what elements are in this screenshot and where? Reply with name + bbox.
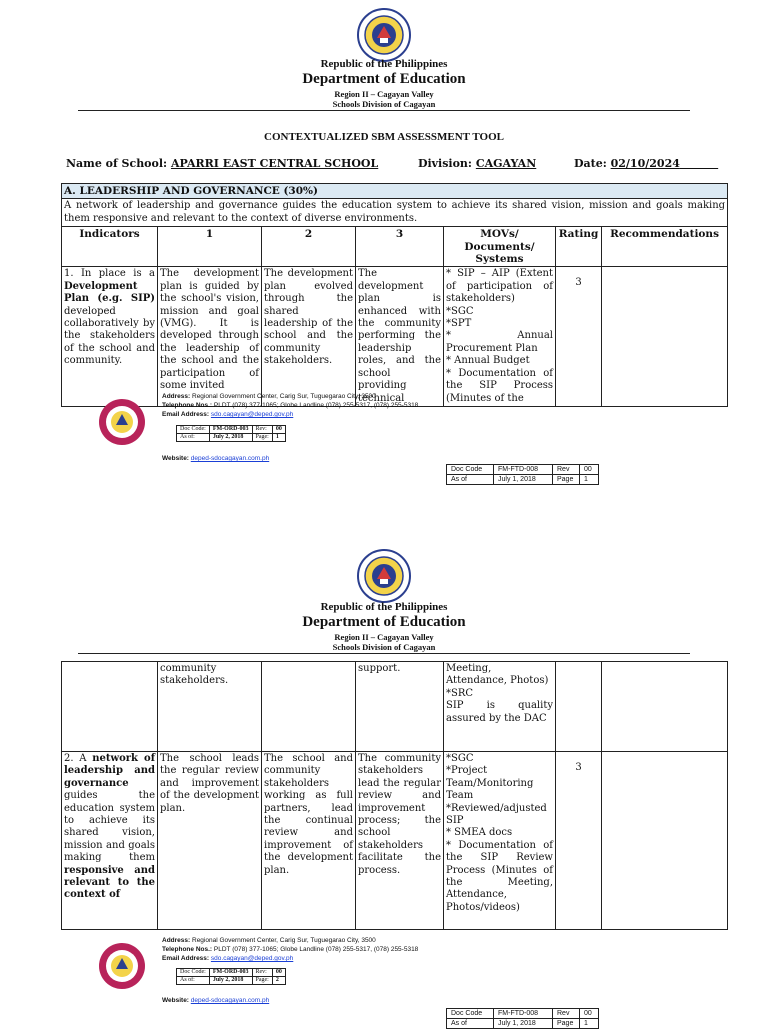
website-line-page2: Website: deped-sdocagayan.com.ph	[162, 997, 270, 1004]
mini-doc-table-page2: Doc Code: FM-ORD-003 Rev: 00 As of: July 2, 2018 Page: 2	[176, 968, 286, 985]
republic-line: Republic of the Philippines	[320, 58, 448, 70]
section-title: A. LEADERSHIP AND GOVERNANCE (30%)	[62, 184, 728, 199]
header-rule	[78, 653, 690, 654]
row2-level2: The school and community stakeholders working as full partners, lead the continual review and improvement of the development plan.	[262, 752, 356, 930]
department-title: Department of Education	[302, 614, 466, 630]
col-rating: Rating	[556, 227, 602, 267]
row2-level1: The school leads the regular review and improvement of the development plan.	[158, 752, 262, 930]
col-3: 3	[356, 227, 444, 267]
col-2: 2	[262, 227, 356, 267]
section-description: A network of leadership and governance guides the education system to achieve its shared vision, mission and goals making them responsive and relevant to the context of diverse environments.	[62, 199, 728, 227]
website-line-page1: Website: deped-sdocagayan.com.ph	[162, 455, 270, 462]
row1-cont-recommendations	[602, 662, 728, 752]
footer-contact-page2: Address: Regional Government Center, Carig Sur, Tuguegarao City, 3500 Telephone Nos.: PLDT (078) 377-1065; Globe Landline (078) 255-5317, (078) 255-5318 Email Address: sdo.cagayan@deped.gov.ph	[162, 937, 419, 962]
division-logo-icon	[98, 398, 146, 446]
division-line: Schools Division of Cagayan	[332, 642, 436, 652]
doc-code-table-page1: Doc Code FM-FTD-008 Rev 00 As of July 1, 2018 Page 1	[446, 464, 599, 485]
school-label: Name of School:	[66, 157, 168, 170]
row1-level1: The development plan is guided by the school's vision, mission and goal (VMG). It is developed through the leadership of the school and the participation of some invited	[158, 267, 262, 406]
date-label: Date:	[573, 157, 607, 170]
date-value: 02/10/2024	[610, 157, 680, 170]
col-indicators: Indicators	[62, 227, 158, 267]
division-line: Schools Division of Cagayan	[332, 99, 436, 109]
division-label: Division:	[417, 157, 472, 170]
row1-cont-movs: Meeting, Attendance, Photos) *SRC SIP is quality assured by the DAC	[444, 662, 556, 752]
department-title: Department of Education	[302, 71, 466, 87]
deped-seal-icon	[357, 549, 411, 603]
email-link[interactable]: sdo.cagayan@deped.gov.ph	[210, 955, 294, 962]
region-line: Region II – Cagayan Valley	[334, 632, 434, 642]
republic-line: Republic of the Philippines	[320, 601, 448, 613]
row1-cont-level2	[262, 662, 356, 752]
website-link[interactable]: deped-sdocagayan.com.ph	[190, 997, 270, 1004]
row1-level2: The development plan evolved through the shared leadership of the school and the community stakeholders.	[262, 267, 356, 406]
row1-indicator: 1. In place is a Development Plan (e.g. SIP) developed collaboratively by the stakeholders of the school and community.	[62, 267, 158, 406]
row2-recommendations	[602, 752, 728, 930]
row1-cont-level3: support.	[356, 662, 444, 752]
division-value: CAGAYAN	[475, 157, 537, 170]
row2-rating: 3	[556, 752, 602, 930]
doc-code-table-page2: Doc Code FM-FTD-008 Rev 00 As of July 1, 2018 Page 1	[446, 1008, 599, 1029]
footer-contact-page1: Address: Regional Government Center, Carig Sur, Tuguegarao City, 3500 Telephone Nos.: PLDT (078) 377-1065; Globe Landline (078) 255-5317, (078) 255-5318 Email Address: sdo.cagayan@deped.gov.ph	[162, 393, 419, 418]
region-line: Region II – Cagayan Valley	[334, 89, 434, 99]
header-rule	[78, 110, 690, 111]
assessment-table-page2	[61, 661, 728, 930]
col-1: 1	[158, 227, 262, 267]
deped-seal-icon	[357, 8, 411, 62]
row1-rating: 3	[556, 267, 602, 406]
website-link[interactable]: deped-sdocagayan.com.ph	[190, 455, 270, 462]
school-info-line	[66, 157, 718, 170]
row1-recommendations	[602, 267, 728, 406]
row1-cont-rating	[556, 662, 602, 752]
col-movs: MOVs/ Documents/ Systems	[444, 227, 556, 267]
row2-indicator: 2. A network of leadership and governance guides the education system to achieve its shared vision, mission and goals making them responsive and relevant to the context of	[62, 752, 158, 930]
email-link[interactable]: sdo.cagayan@deped.gov.ph	[210, 411, 294, 418]
row1-level3: The development plan is enhanced with the community performing the leadership roles, and the school providing technical	[356, 267, 444, 406]
row1-movs: * SIP – AIP (Extent of participation of stakeholders) *SGC *SPT * Annual Procurement Plan * Annual Budget * Documentation of the SIP Process (Minutes of the	[444, 267, 556, 406]
division-logo-icon	[98, 942, 146, 990]
row1-cont-level1: community stakeholders.	[158, 662, 262, 752]
mini-doc-table-page1: Doc Code: FM-ORD-003 Rev: 00 As of: July 2, 2018 Page: 1	[176, 425, 286, 442]
assessment-table-page1	[61, 183, 728, 407]
col-recommendations: Recommendations	[602, 227, 728, 267]
row2-movs: *SGC *Project Team/Monitoring Team *Reviewed/adjusted SIP * SMEA docs * Documentation of the SIP Review Process (Minutes of the Meeting, Attendance, Photos/videos)	[444, 752, 556, 930]
row1-cont-indicator	[62, 662, 158, 752]
school-value: APARRI EAST CENTRAL SCHOOL	[170, 157, 379, 170]
form-title: CONTEXTUALIZED SBM ASSESSMENT TOOL	[264, 131, 504, 143]
row2-level3: The community stakeholders lead the regular review and improvement process; the school stakeholders facilitate the process.	[356, 752, 444, 930]
